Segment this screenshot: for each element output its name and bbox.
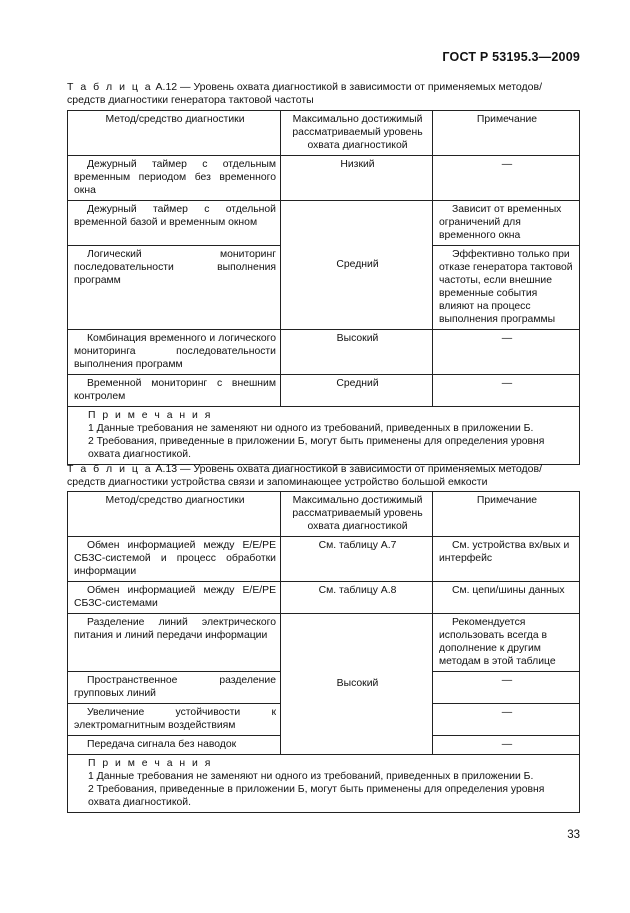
table-a13 xyxy=(67,491,580,813)
column-header: Примечание xyxy=(433,492,580,537)
note-cell: Эффективно только при отказе генератора тактовой частоты, если внешние временные события влияют на процесс выполнения программы xyxy=(433,246,580,330)
level-cell: Низкий xyxy=(281,156,433,201)
table-row xyxy=(68,537,580,582)
caption-title: А.13 — Уровень охвата диагностикой в зависимости от применяемых методов/средств диагностики устройства связи и запоминающее устройство большой емкости xyxy=(67,463,543,488)
table-notes-row xyxy=(68,407,580,465)
note-cell: Рекомендуется использовать всегда в дополнение к другим методам в этой таблице xyxy=(433,614,580,672)
table-caption-a12 xyxy=(67,81,579,107)
method-cell: Разделение линий электрического питания и линий передачи информации xyxy=(68,614,281,672)
table-row xyxy=(68,156,580,201)
level-cell: Высокий xyxy=(281,330,433,375)
note-cell: — xyxy=(433,375,580,407)
level-cell: См. таблицу А.8 xyxy=(281,582,433,614)
table-notes xyxy=(68,407,580,465)
method-cell: Дежурный таймер с отдельной временной базой и временным окном xyxy=(68,201,281,246)
note-line: 1 Данные требования не заменяют ни одного из требований, приведенных в приложении Б. xyxy=(88,423,534,434)
method-cell: Пространственное разделение групповых линий xyxy=(68,672,281,704)
note-cell: — xyxy=(433,672,580,704)
note-cell: — xyxy=(433,330,580,375)
level-cell-merged: Средний xyxy=(281,201,433,330)
column-header: Максимально достижимый рассматриваемый уровень охвата диагностикой xyxy=(281,492,433,537)
table-caption-a13 xyxy=(67,463,579,489)
table-row xyxy=(68,201,580,246)
table-notes-row xyxy=(68,755,580,813)
method-cell: Временной мониторинг с внешним контролем xyxy=(68,375,281,407)
method-cell: Дежурный таймер с отдельным временным периодом без временного окна xyxy=(68,156,281,201)
caption-prefix: Т а б л и ц а xyxy=(67,81,153,93)
notes-title: П р и м е ч а н и я xyxy=(88,410,213,421)
column-header: Метод/средство диагностики xyxy=(68,492,281,537)
table-row xyxy=(68,330,580,375)
column-header: Метод/средство диагностики xyxy=(68,111,281,156)
table-row xyxy=(68,614,580,672)
level-cell: См. таблицу А.7 xyxy=(281,537,433,582)
column-header: Примечание xyxy=(433,111,580,156)
caption-prefix: Т а б л и ц а xyxy=(67,463,153,475)
note-cell: — xyxy=(433,156,580,201)
table-row xyxy=(68,375,580,407)
method-cell: Логический мониторинг последовательности выполнения программ xyxy=(68,246,281,330)
page-number: 33 xyxy=(567,829,580,841)
method-cell: Комбинация временного и логического мониторинга последовательности выполнения программ xyxy=(68,330,281,375)
note-line: 2 Требования, приведенные в приложении Б, могут быть применены для определения уровня охвата диагностикой. xyxy=(88,436,545,460)
note-cell: Зависит от временных ограничений для временного окна xyxy=(433,201,580,246)
table-row xyxy=(68,582,580,614)
note-cell: — xyxy=(433,736,580,755)
method-cell: Обмен информацией между Е/Е/РЕ СБЗС-системой и процесс обработки информации xyxy=(68,537,281,582)
method-cell: Передача сигнала без наводок xyxy=(68,736,281,755)
note-cell: См. цепи/шины данных xyxy=(433,582,580,614)
caption-title: А.12 — Уровень охвата диагностикой в зависимости от применяемых методов/средств диагностики генератора тактовой частоты xyxy=(67,81,543,106)
method-cell: Обмен информацией между Е/Е/РЕ СБЗС-системами xyxy=(68,582,281,614)
method-cell: Увеличение устойчивости к электромагнитным воздействиям xyxy=(68,704,281,736)
column-header: Максимально достижимый рассматриваемый уровень охвата диагностикой xyxy=(281,111,433,156)
notes-title: П р и м е ч а н и я xyxy=(88,758,213,769)
table-a12 xyxy=(67,110,580,465)
note-line: 1 Данные требования не заменяют ни одного из требований, приведенных в приложении Б. xyxy=(88,771,534,782)
note-cell: — xyxy=(433,704,580,736)
level-cell-merged: Высокий xyxy=(281,614,433,755)
table-notes xyxy=(68,755,580,813)
table-header-row xyxy=(68,111,580,156)
standard-number: ГОСТ Р 53195.3—2009 xyxy=(442,50,580,64)
table-header-row xyxy=(68,492,580,537)
note-cell: См. устройства вх/вых и интерфейс xyxy=(433,537,580,582)
level-cell: Средний xyxy=(281,375,433,407)
note-line: 2 Требования, приведенные в приложении Б, могут быть применены для определения уровня охвата диагностикой. xyxy=(88,784,545,808)
